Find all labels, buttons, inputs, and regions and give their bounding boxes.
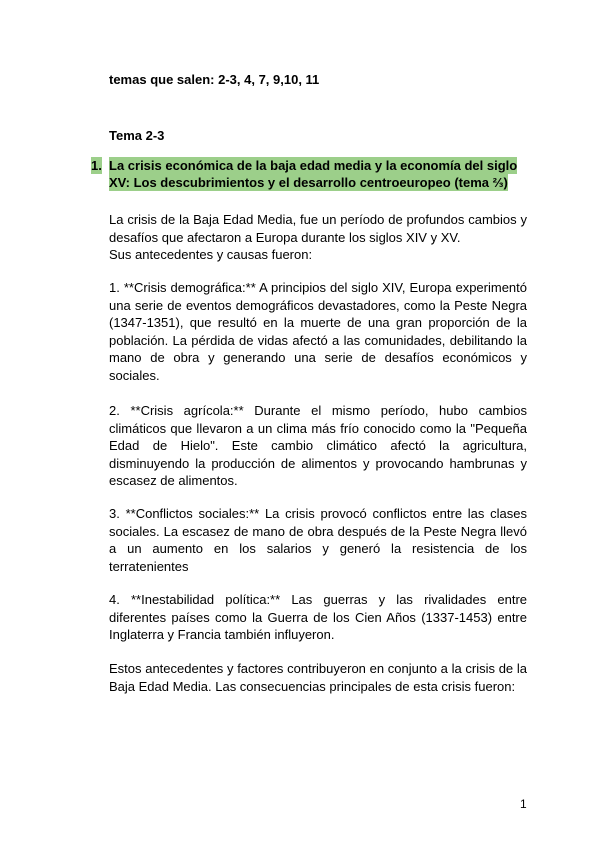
paragraph-crisis-demografica: 1. **Crisis demográfica:** A principios del siglo XIV, Europa experimentó una serie de eventos demográficos devastadores, como la Peste Negra (1347-1351), que resultó en la muerte de una gran proporción de la población. La pérdida de vidas afectó a las comunidades, debilitando la mano de obra y generando una serie de desafíos económicos y sociales.: [109, 280, 527, 383]
paragraph-conclusion: Estos antecedentes y factores contribuyeron en conjunto a la crisis de la Baja Edad Media. Las consecuencias principales de esta crisis fueron:: [109, 661, 527, 694]
section-heading: [91, 157, 531, 191]
paragraph-crisis-agricola: 2. **Crisis agrícola:** Durante el mismo período, hubo cambios climáticos que llevaron a un clima más frío conocido como la "Pequeña Edad de Hielo". Este cambio climático afectó la agricultura, disminuyendo la producción de alimentos y provocando hambrunas y escasez de alimentos.: [109, 403, 527, 488]
page-number: 1: [520, 797, 527, 811]
intro-line-1: La crisis de la Baja Edad Media, fue un período de profundos cambios y desafíos que afectaron a Europa durante los siglos XIV y XV.: [109, 212, 527, 245]
section-title: La crisis económica de la baja edad media y la economía del siglo XV: Los descubrimientos y el desarrollo centroeuropeo (tema ⅔): [109, 158, 518, 190]
tema-title: Tema 2-3: [109, 128, 165, 143]
intro-paragraph: [109, 211, 527, 264]
section-number: 1.: [91, 158, 102, 173]
paragraph-conflictos-sociales: 3. **Conflictos sociales:** La crisis provocó conflictos entre las clases sociales. La escasez de mano de obra después de la Peste Negra llevó a un aumento en los salarios y generó la resistencia de los terratenientes: [109, 506, 527, 574]
paragraph-inestabilidad-politica: 4. **Inestabilidad política:** Las guerras y las rivalidades entre diferentes países como la Guerra de los Cien Años (1337-1453) entre Inglaterra y Francia también influyeron.: [109, 592, 527, 642]
intro-line-2: Sus antecedentes y causas fueron:: [109, 247, 313, 262]
topics-line: temas que salen: 2-3, 4, 7, 9,10, 11: [109, 72, 320, 87]
